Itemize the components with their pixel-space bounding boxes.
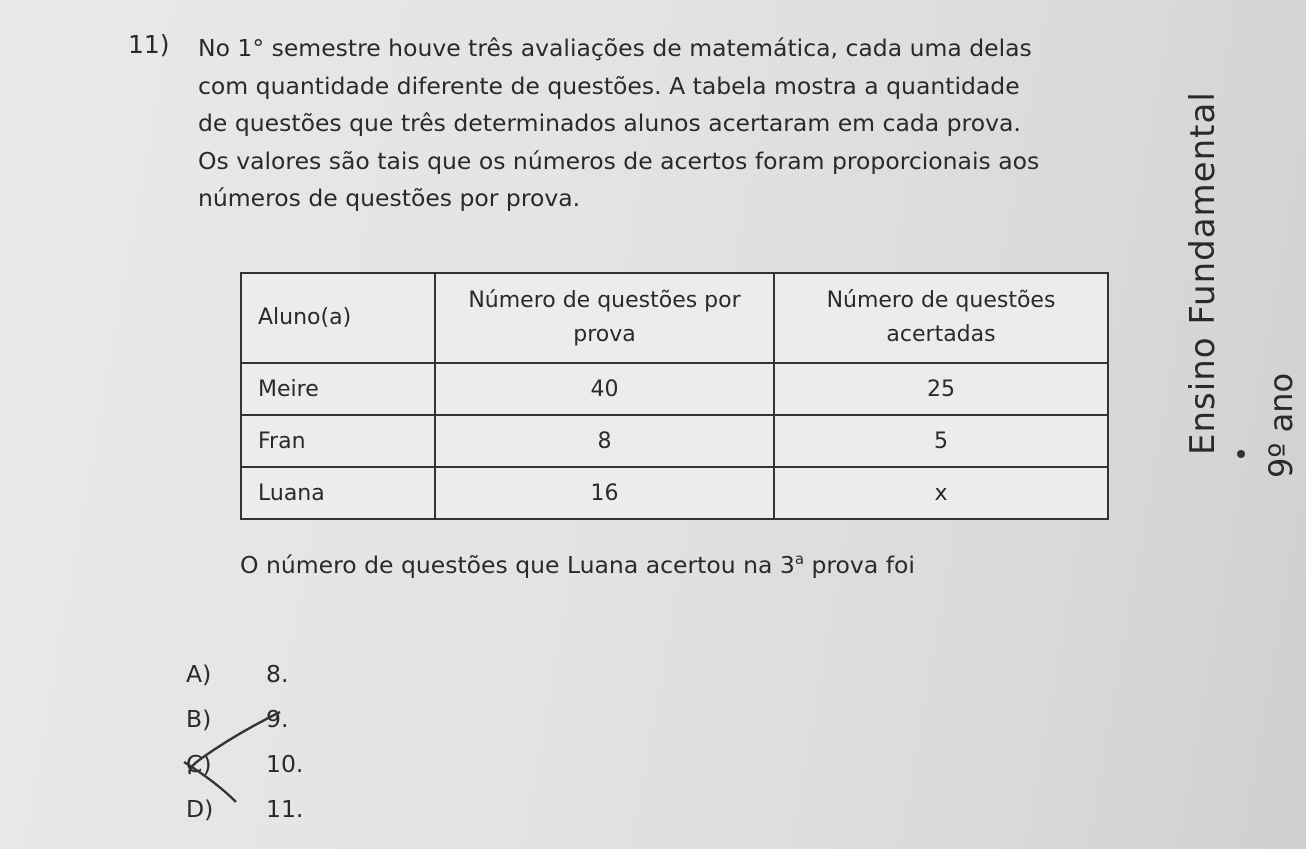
statement-line: números de questões por prova. — [198, 184, 581, 212]
cell-correct: 25 — [774, 363, 1108, 415]
option-text: 9. — [266, 705, 289, 733]
question-statement — [198, 30, 1188, 218]
cell-correct: x — [774, 467, 1108, 519]
header-student: Aluno(a) — [241, 273, 435, 363]
prompt-text: O número de questões que Luana acertou na 3 — [240, 551, 795, 579]
option-letter: B) — [186, 705, 212, 733]
header-correct-answers: Número de questões acertadas — [774, 273, 1108, 363]
table-row — [241, 467, 1108, 519]
option-text: 10. — [266, 750, 304, 778]
option-letter: C) — [186, 750, 212, 778]
table-row — [241, 363, 1108, 415]
statement-line: com quantidade diferente de questões. A tabela mostra a quantidade — [198, 71, 1020, 100]
prompt-superscript: a — [794, 550, 805, 568]
option-letter: A) — [186, 660, 212, 688]
header-questions-per-test: Número de questões por prova — [435, 273, 774, 363]
cell-questions: 40 — [435, 363, 774, 415]
question-prompt — [240, 550, 915, 579]
question-number: 11) — [128, 30, 170, 59]
pen-mark-icon — [170, 700, 330, 810]
sidebar-label: Ensino Fundamental — [1183, 91, 1223, 455]
sidebar-edge-label: 9º ano — [1262, 372, 1300, 478]
cell-questions: 8 — [435, 415, 774, 467]
data-table — [240, 272, 1109, 520]
option-text: 11. — [266, 795, 304, 823]
option-text: 8. — [266, 660, 289, 688]
cell-student: Luana — [241, 467, 435, 519]
table-header-row — [241, 273, 1108, 363]
cell-student: Fran — [241, 415, 435, 467]
cell-student: Meire — [241, 363, 435, 415]
prompt-text-end: prova foi — [804, 551, 915, 579]
cell-correct: 5 — [774, 415, 1108, 467]
statement-line: Os valores são tais que os números de acertos foram proporcionais aos — [198, 146, 1040, 175]
option-letter: D) — [186, 795, 214, 823]
statement-line: de questões que três determinados alunos acertaram em cada prova. — [198, 109, 1021, 137]
cell-questions: 16 — [435, 467, 774, 519]
option-a[interactable] — [186, 660, 288, 688]
table-row — [241, 415, 1108, 467]
bullet-icon — [1237, 450, 1245, 458]
statement-line: No 1° semestre houve três avaliações de matemática, cada uma delas — [198, 34, 1032, 62]
